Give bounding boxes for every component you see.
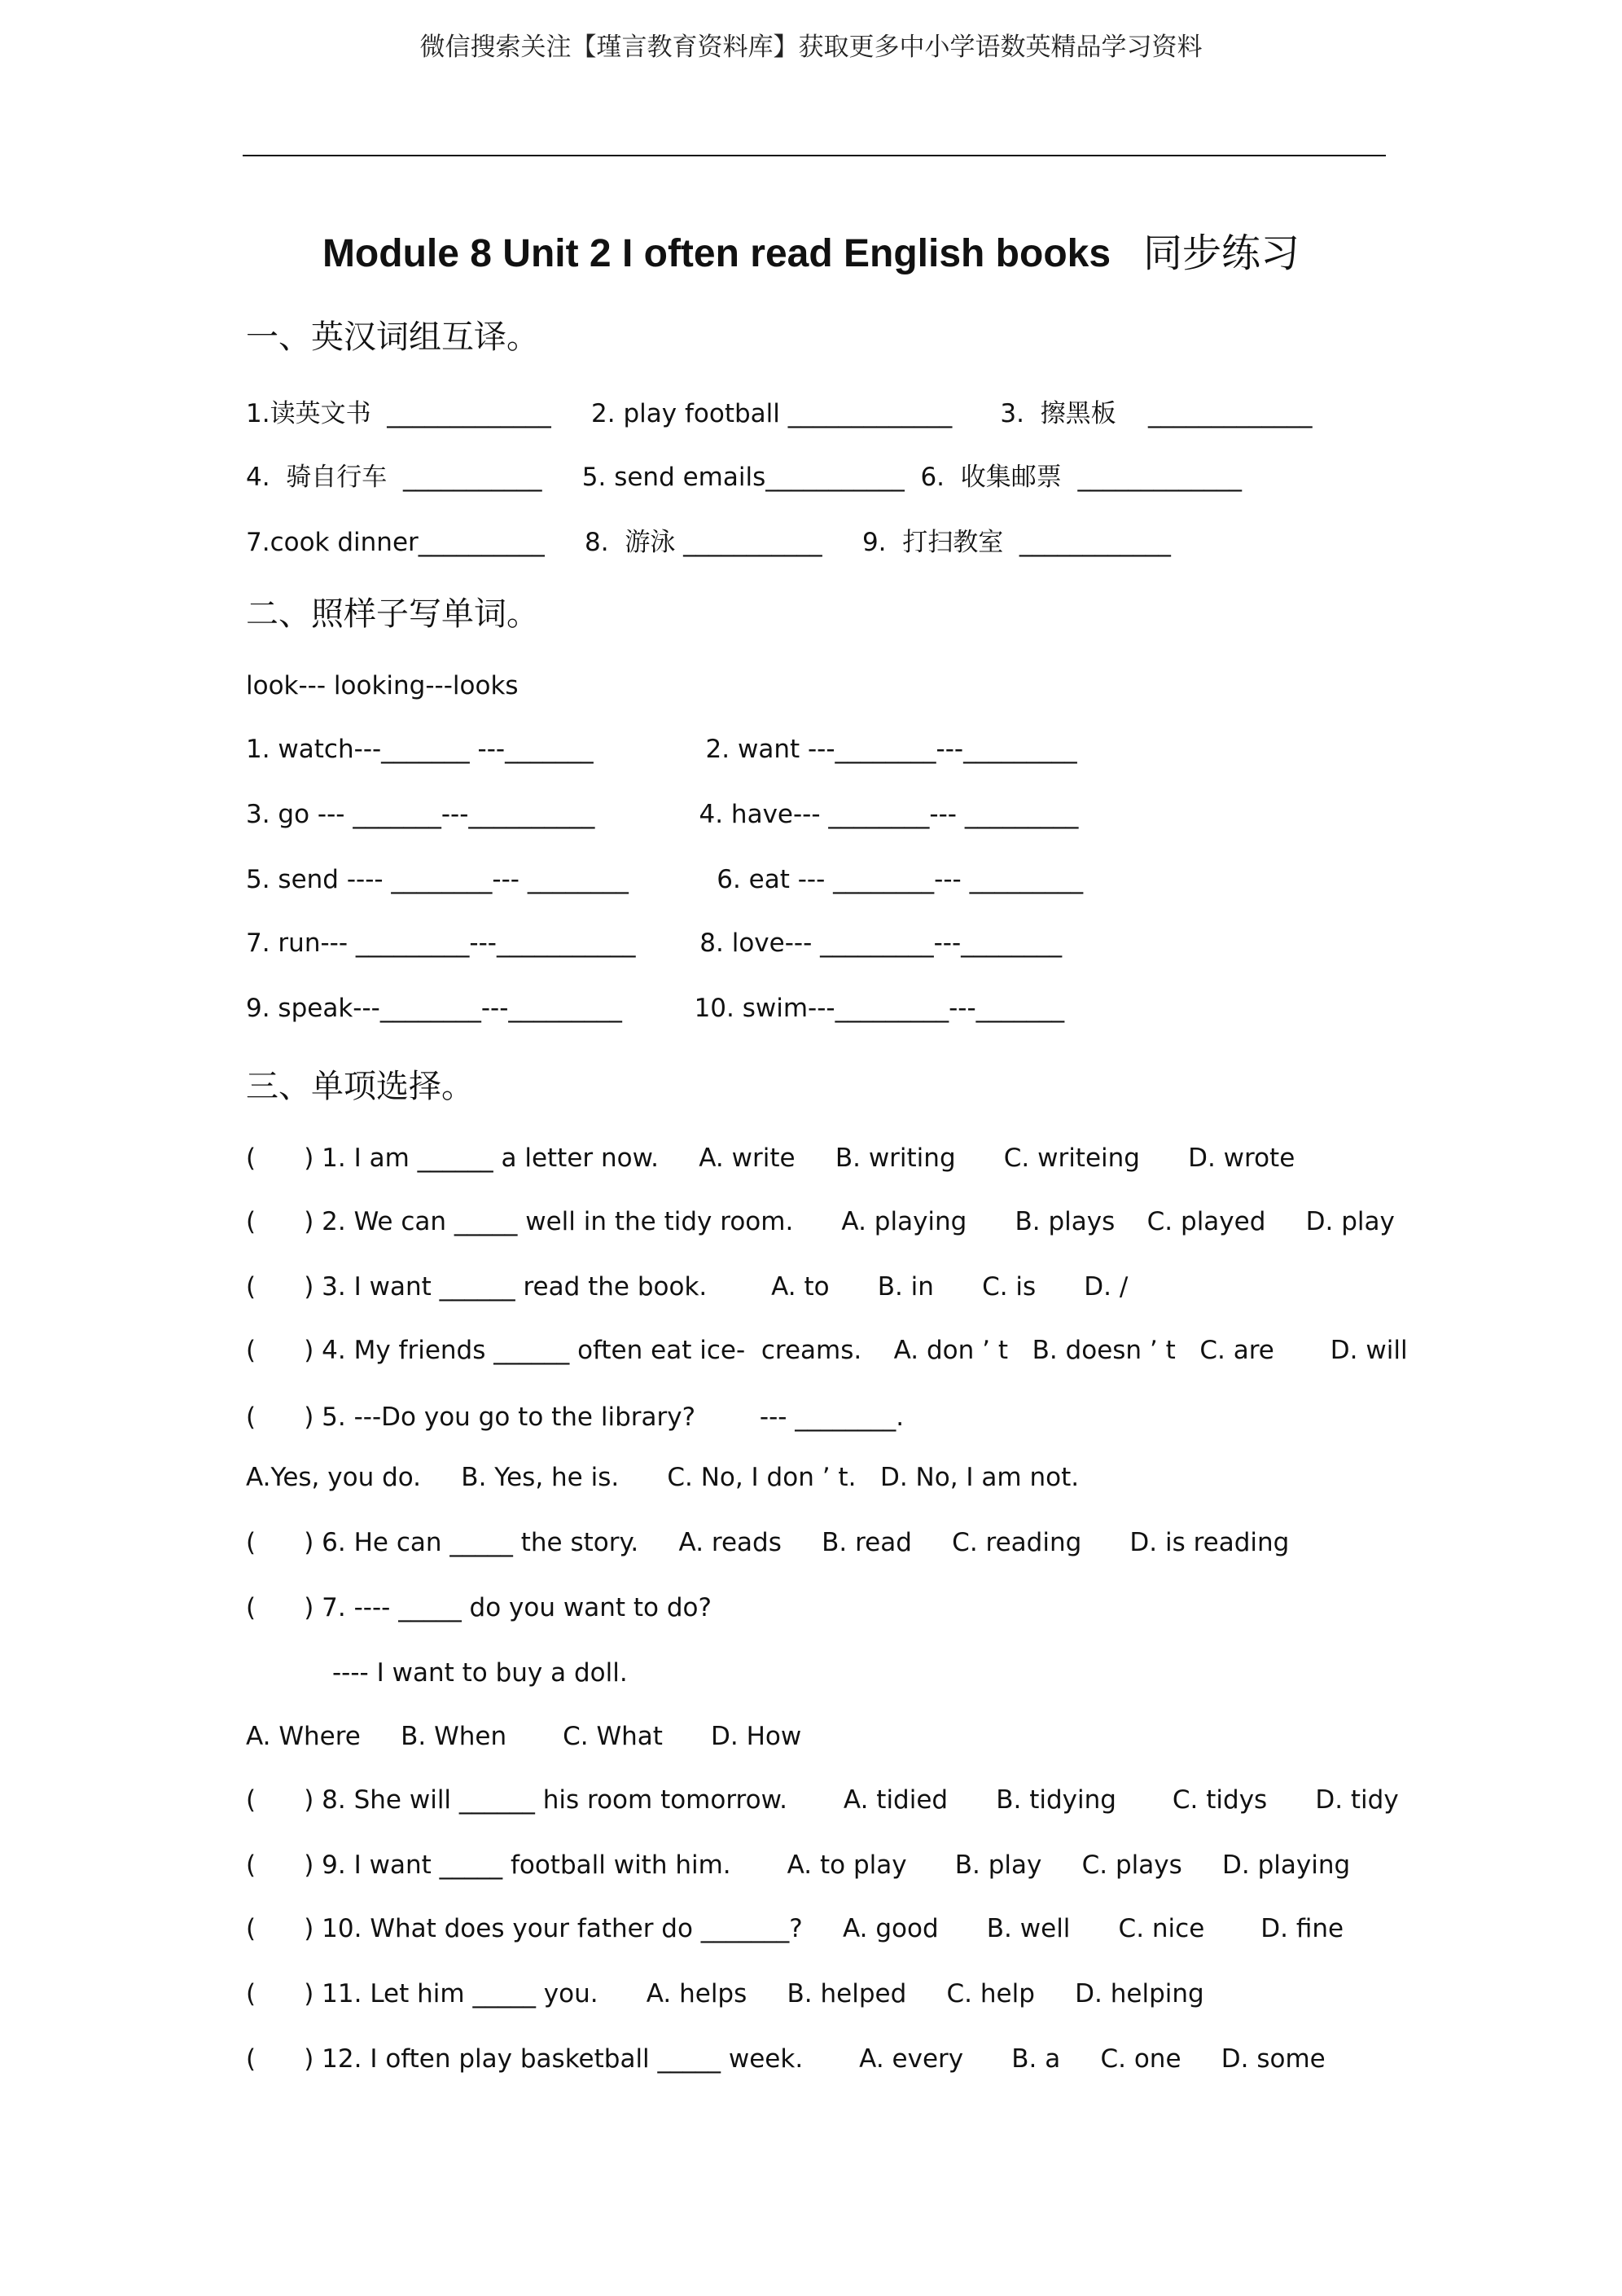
answer-options-line: A.Yes, you do. B. Yes, he is. C. No, I don ’ t. D. No, I am not.	[246, 1463, 1080, 1492]
question-line: ( ) 7. ---- _____ do you want to do?	[246, 1593, 712, 1622]
question-line: ( ) 9. I want _____ football with him. A. to play B. play C. plays D. playing	[246, 1850, 1351, 1880]
section3-heading: 三、单项选择。	[246, 1068, 474, 1105]
section2-heading: 二、照样子写单词。	[246, 595, 539, 633]
section1-line: 4. 骑自行车 ___________ 5. send emails___________ 6. 收集邮票 _____________	[246, 463, 1242, 492]
question-response-line: ---- I want to buy a doll.	[332, 1658, 628, 1688]
question-line: ( ) 6. He can _____ the story. A. reads B. read C. reading D. is reading	[246, 1528, 1290, 1557]
watermark-text: 微信搜索关注【瑾言教育资料库】获取更多中小学语数英精品学习资料	[419, 33, 1203, 62]
section1-line: 1.读英文书 _____________ 2. play football _____________ 3. 擦黑板 _____________	[246, 399, 1313, 428]
section2-line: 5. send ---- ________--- ________ 6. eat --- ________--- _________	[246, 865, 1084, 894]
question-line: ( ) 11. Let him _____ you. A. helps B. helped C. help D. helping	[246, 1979, 1204, 2008]
header-divider	[243, 155, 1386, 156]
question-line: ( ) 5. ---Do you go to the library? --- ________.	[246, 1403, 905, 1432]
section2-line: 1. watch---_______ ---_______ 2. want ---________---_________	[246, 735, 1077, 764]
question-line: ( ) 4. My friends ______ often eat ice- creams. A. don ’ t B. doesn ’ t C. are D. will	[246, 1336, 1408, 1365]
page-title	[0, 222, 1622, 278]
section1-heading: 一、英汉词组互译。	[246, 318, 539, 356]
section2-line: 9. speak---________---_________ 10. swim---_________---_______	[246, 994, 1065, 1023]
question-line: ( ) 10. What does your father do _______? A. good B. well C. nice D. fine	[246, 1914, 1344, 1943]
question-line: ( ) 3. I want ______ read the book. A. to B. in C. is D. /	[246, 1272, 1129, 1302]
section2-line: 7. run--- _________---___________ 8. love--- _________---________	[246, 928, 1063, 958]
title-chinese: 同步练习	[1143, 230, 1300, 276]
question-line: ( ) 8. She will ______ his room tomorrow. A. tidied B. tidying C. tidys D. tidy	[246, 1785, 1399, 1815]
section2-example: look--- looking---looks	[246, 671, 519, 700]
title-english: Module 8 Unit 2 I often read English books	[322, 232, 1111, 275]
section2-line: 3. go --- _______---__________ 4. have--- ________--- _________	[246, 800, 1079, 829]
answer-options-line: A. Where B. When C. What D. How	[246, 1722, 802, 1751]
question-line: ( ) 12. I often play basketball _____ week. A. every B. a C. one D. some	[246, 2044, 1326, 2074]
question-line: ( ) 1. I am ______ a letter now. A. write B. writing C. writeing D. wrote	[246, 1144, 1295, 1173]
question-line: ( ) 2. We can _____ well in the tidy room. A. playing B. plays C. played D. play	[246, 1207, 1395, 1236]
section1-line: 7.cook dinner__________ 8. 游泳 ___________ 9. 打扫教室 ____________	[246, 528, 1171, 557]
